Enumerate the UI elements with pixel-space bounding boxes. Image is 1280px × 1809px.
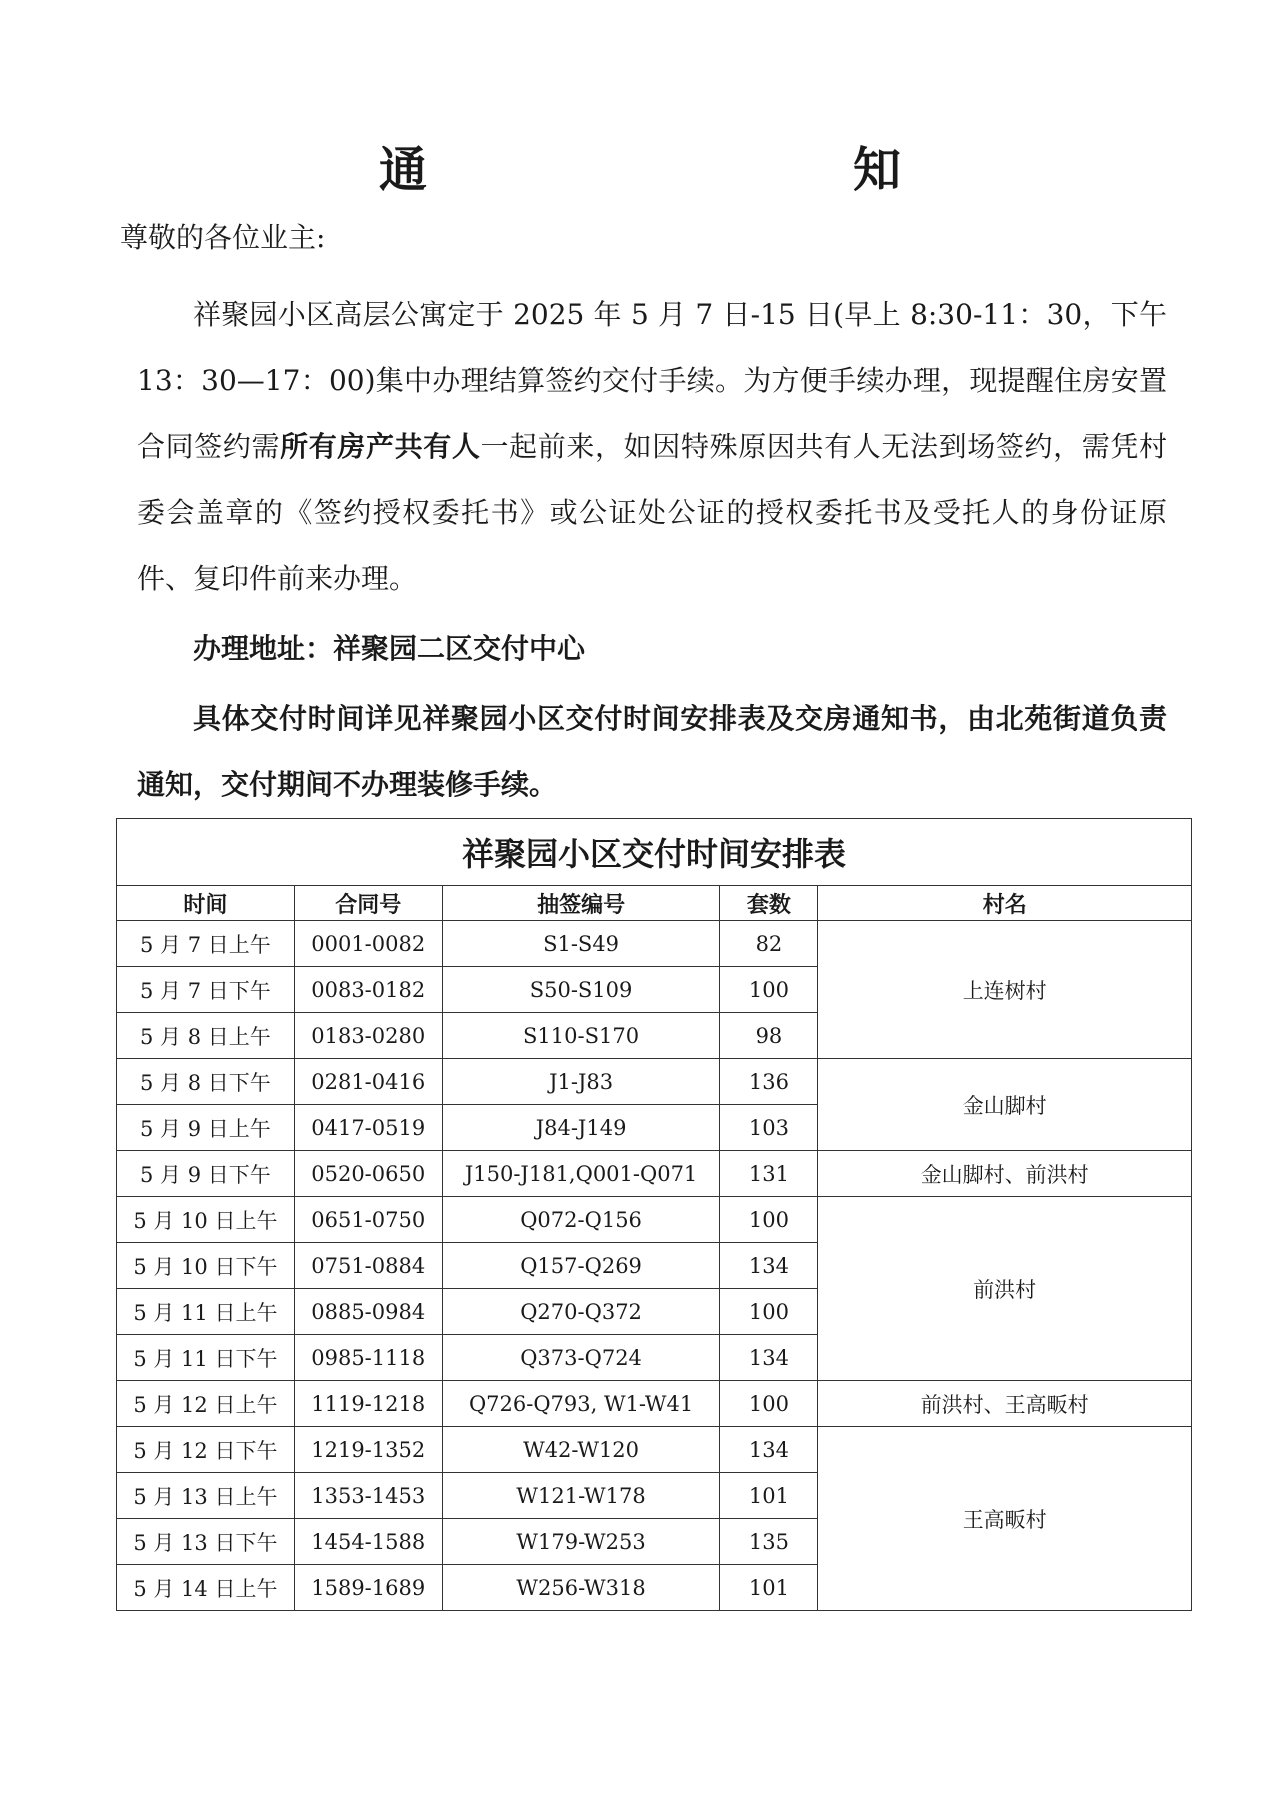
paragraph-text-emphasis: 所有房产共有人	[280, 430, 481, 463]
cell-contract: 0281-0416	[294, 1059, 442, 1105]
cell-time: 5 月 13 日上午	[117, 1473, 295, 1519]
cell-units: 101	[720, 1473, 818, 1519]
header-contract: 合同号	[294, 886, 442, 921]
cell-lottery: J1-J83	[442, 1059, 720, 1105]
table-row	[117, 1197, 1192, 1243]
cell-village: 上连树村	[818, 921, 1192, 1059]
cell-units: 134	[720, 1427, 818, 1473]
notice-paragraph-main	[137, 282, 1167, 612]
cell-lottery: Q726-Q793, W1-W41	[442, 1381, 720, 1427]
cell-time: 5 月 9 日上午	[117, 1105, 295, 1151]
cell-time: 5 月 14 日上午	[117, 1565, 295, 1611]
page-title: 通 知	[378, 142, 1011, 198]
cell-time: 5 月 8 日下午	[117, 1059, 295, 1105]
cell-units: 100	[720, 1381, 818, 1427]
cell-contract: 1219-1352	[294, 1427, 442, 1473]
paragraph-text-part2: 一起前来，如因特殊原因共有人无法到场签约，需凭村委会盖章的《签约授权委托书》或公证处公证的授权委托书及受托人的身份证原件、复印件前来办理。	[137, 430, 1167, 595]
table-row	[117, 1427, 1192, 1473]
table-row	[117, 1151, 1192, 1197]
cell-contract: 0417-0519	[294, 1105, 442, 1151]
cell-contract: 0885-0984	[294, 1289, 442, 1335]
cell-units: 134	[720, 1243, 818, 1289]
table-title: 祥聚园小区交付时间安排表	[117, 819, 1192, 886]
cell-lottery: Q157-Q269	[442, 1243, 720, 1289]
cell-contract: 0985-1118	[294, 1335, 442, 1381]
cell-units: 101	[720, 1565, 818, 1611]
cell-time: 5 月 7 日上午	[117, 921, 295, 967]
header-lottery: 抽签编号	[442, 886, 720, 921]
cell-lottery: Q373-Q724	[442, 1335, 720, 1381]
cell-time: 5 月 8 日上午	[117, 1013, 295, 1059]
cell-lottery: W42-W120	[442, 1427, 720, 1473]
cell-lottery: Q072-Q156	[442, 1197, 720, 1243]
cell-time: 5 月 7 日下午	[117, 967, 295, 1013]
cell-lottery: W121-W178	[442, 1473, 720, 1519]
address-line: 办理地址：祥聚园二区交付中心	[193, 632, 586, 665]
cell-units: 103	[720, 1105, 818, 1151]
cell-village: 金山脚村	[818, 1059, 1192, 1151]
cell-units: 100	[720, 1197, 818, 1243]
cell-units: 82	[720, 921, 818, 967]
cell-time: 5 月 13 日下午	[117, 1519, 295, 1565]
cell-village: 王高畈村	[818, 1427, 1192, 1611]
cell-contract: 0183-0280	[294, 1013, 442, 1059]
cell-time: 5 月 12 日下午	[117, 1427, 295, 1473]
header-units: 套数	[720, 886, 818, 921]
cell-lottery: Q270-Q372	[442, 1289, 720, 1335]
instruction-paragraph: 具体交付时间详见祥聚园小区交付时间安排表及交房通知书，由北苑街道负责通知，交付期间不办理装修手续。	[137, 702, 1167, 801]
table-header-row	[117, 886, 1192, 921]
cell-village: 前洪村、王高畈村	[818, 1381, 1192, 1427]
cell-contract: 1589-1689	[294, 1565, 442, 1611]
cell-lottery: S1-S49	[442, 921, 720, 967]
cell-contract: 1119-1218	[294, 1381, 442, 1427]
cell-time: 5 月 9 日下午	[117, 1151, 295, 1197]
cell-lottery: W256-W318	[442, 1565, 720, 1611]
header-time: 时间	[117, 886, 295, 921]
cell-contract: 0001-0082	[294, 921, 442, 967]
cell-time: 5 月 10 日下午	[117, 1243, 295, 1289]
cell-time: 5 月 11 日上午	[117, 1289, 295, 1335]
notice-paragraph-main-text	[137, 282, 1167, 612]
cell-village: 金山脚村、前洪村	[818, 1151, 1192, 1197]
table-row	[117, 1059, 1192, 1105]
cell-contract: 1454-1588	[294, 1519, 442, 1565]
paragraph-text-part1: 祥聚园小区高层公寓定于 2025 年 5 月 7 日-15 日(早上 8:30-11：30，下午 13：30—17：00)集中办理结算签约交付手续。为方便手续办理，现提醒住房安置合同签约需	[137, 298, 1167, 463]
cell-time: 5 月 10 日上午	[117, 1197, 295, 1243]
cell-units: 98	[720, 1013, 818, 1059]
table-row	[117, 921, 1192, 967]
cell-lottery: W179-W253	[442, 1519, 720, 1565]
header-village: 村名	[818, 886, 1192, 921]
cell-units: 131	[720, 1151, 818, 1197]
cell-units: 136	[720, 1059, 818, 1105]
cell-contract: 0651-0750	[294, 1197, 442, 1243]
table-row	[117, 1381, 1192, 1427]
cell-units: 100	[720, 967, 818, 1013]
cell-lottery: S50-S109	[442, 967, 720, 1013]
cell-contract: 0083-0182	[294, 967, 442, 1013]
cell-units: 134	[720, 1335, 818, 1381]
cell-time: 5 月 11 日下午	[117, 1335, 295, 1381]
cell-contract: 0520-0650	[294, 1151, 442, 1197]
cell-contract: 0751-0884	[294, 1243, 442, 1289]
salutation: 尊敬的各位业主:	[120, 221, 326, 254]
cell-lottery: J150-J181,Q001-Q071	[442, 1151, 720, 1197]
cell-lottery: J84-J149	[442, 1105, 720, 1151]
cell-contract: 1353-1453	[294, 1473, 442, 1519]
cell-time: 5 月 12 日上午	[117, 1381, 295, 1427]
cell-units: 100	[720, 1289, 818, 1335]
cell-village: 前洪村	[818, 1197, 1192, 1381]
cell-lottery: S110-S170	[442, 1013, 720, 1059]
delivery-schedule-table	[116, 818, 1192, 1611]
cell-units: 135	[720, 1519, 818, 1565]
